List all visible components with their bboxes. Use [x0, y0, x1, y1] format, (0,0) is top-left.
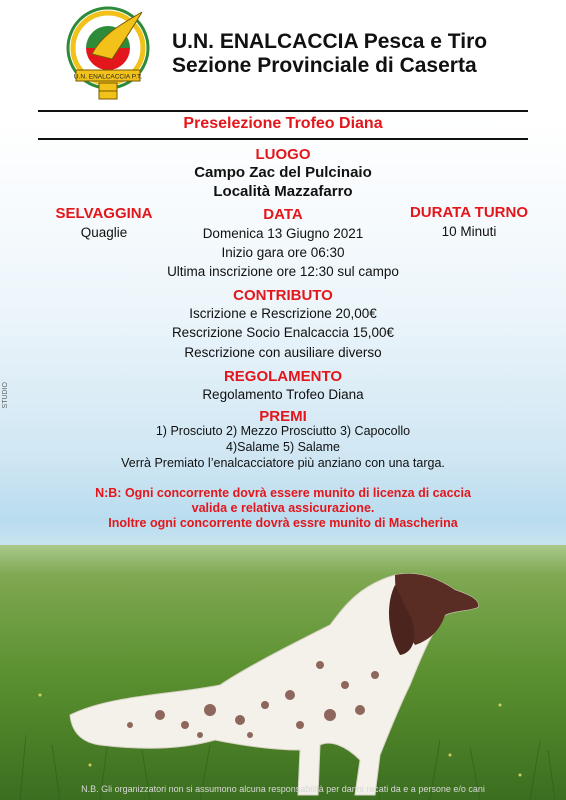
- enalcaccia-logo: [62, 4, 154, 104]
- durata-heading: DURATA TURNO: [409, 204, 529, 221]
- studio-side-mark: STUDIO: [2, 382, 9, 409]
- regolamento-value: Regolamento Trofeo Diana: [202, 387, 364, 402]
- luogo-heading: LUOGO: [255, 146, 311, 163]
- selvaggina-value: Quaglie: [80, 225, 128, 240]
- premi-heading: PREMI: [259, 408, 307, 425]
- selvaggina-heading: SELVAGGINA: [55, 205, 153, 222]
- event-title: Preselezione Trofeo Diana: [183, 115, 383, 132]
- luogo-line1: Campo Zac del Pulcinaio: [194, 164, 372, 181]
- dog-in-field-illustration: [0, 545, 566, 800]
- premi-line2: 4)Salame 5) Salame: [226, 440, 340, 454]
- data-date: Domenica 13 Giugno 2021: [202, 226, 364, 241]
- data-last-entry: Ultima inscrizione ore 12:30 sul campo: [167, 264, 399, 279]
- nb-line1: N:B: Ogni concorrente dovrà essere munito di licenza di caccia: [95, 486, 471, 500]
- contributo-heading: CONTRIBUTO: [233, 287, 333, 304]
- premi-line3: Verrà Premiato l’enalcacciatore più anziano con una targa.: [121, 456, 445, 470]
- organization-subtitle: Sezione Provinciale di Caserta: [172, 54, 477, 77]
- grass-field-photo: [0, 545, 566, 800]
- contributo-line3: Rescrizione con ausiliare diverso: [184, 345, 382, 360]
- top-divider: [38, 110, 528, 112]
- nb-line3: Inoltre ogni concorrente dovrà essre munito di Mascherina: [108, 516, 458, 530]
- contributo-line2: Rescrizione Socio Enalcaccia 15,00€: [171, 325, 395, 340]
- regolamento-heading: REGOLAMENTO: [223, 368, 343, 385]
- contributo-line1: Iscrizione e Rescrizione 20,00€: [189, 306, 377, 321]
- logo-banner-text: U.N. ENALCACCIA P.T.: [73, 73, 143, 81]
- data-heading: DATA: [263, 206, 303, 223]
- footer-disclaimer: N.B. Gli organizzatori non si assumono alcuna responsabilità per danni recati da e a persone e/o cani: [81, 784, 485, 794]
- data-start: Inizio gara ore 06:30: [221, 245, 345, 260]
- organization-title: U.N. ENALCACCIA Pesca e Tiro: [172, 30, 488, 53]
- nb-line2: valida e relativa assicurazione.: [191, 501, 375, 515]
- luogo-line2: Località Mazzafarro: [213, 183, 353, 200]
- title-divider: [38, 138, 528, 140]
- premi-line1: 1) Prosciuto 2) Mezzo Prosciutto 3) Capocollo: [155, 424, 411, 438]
- durata-value: 10 Minuti: [441, 224, 497, 239]
